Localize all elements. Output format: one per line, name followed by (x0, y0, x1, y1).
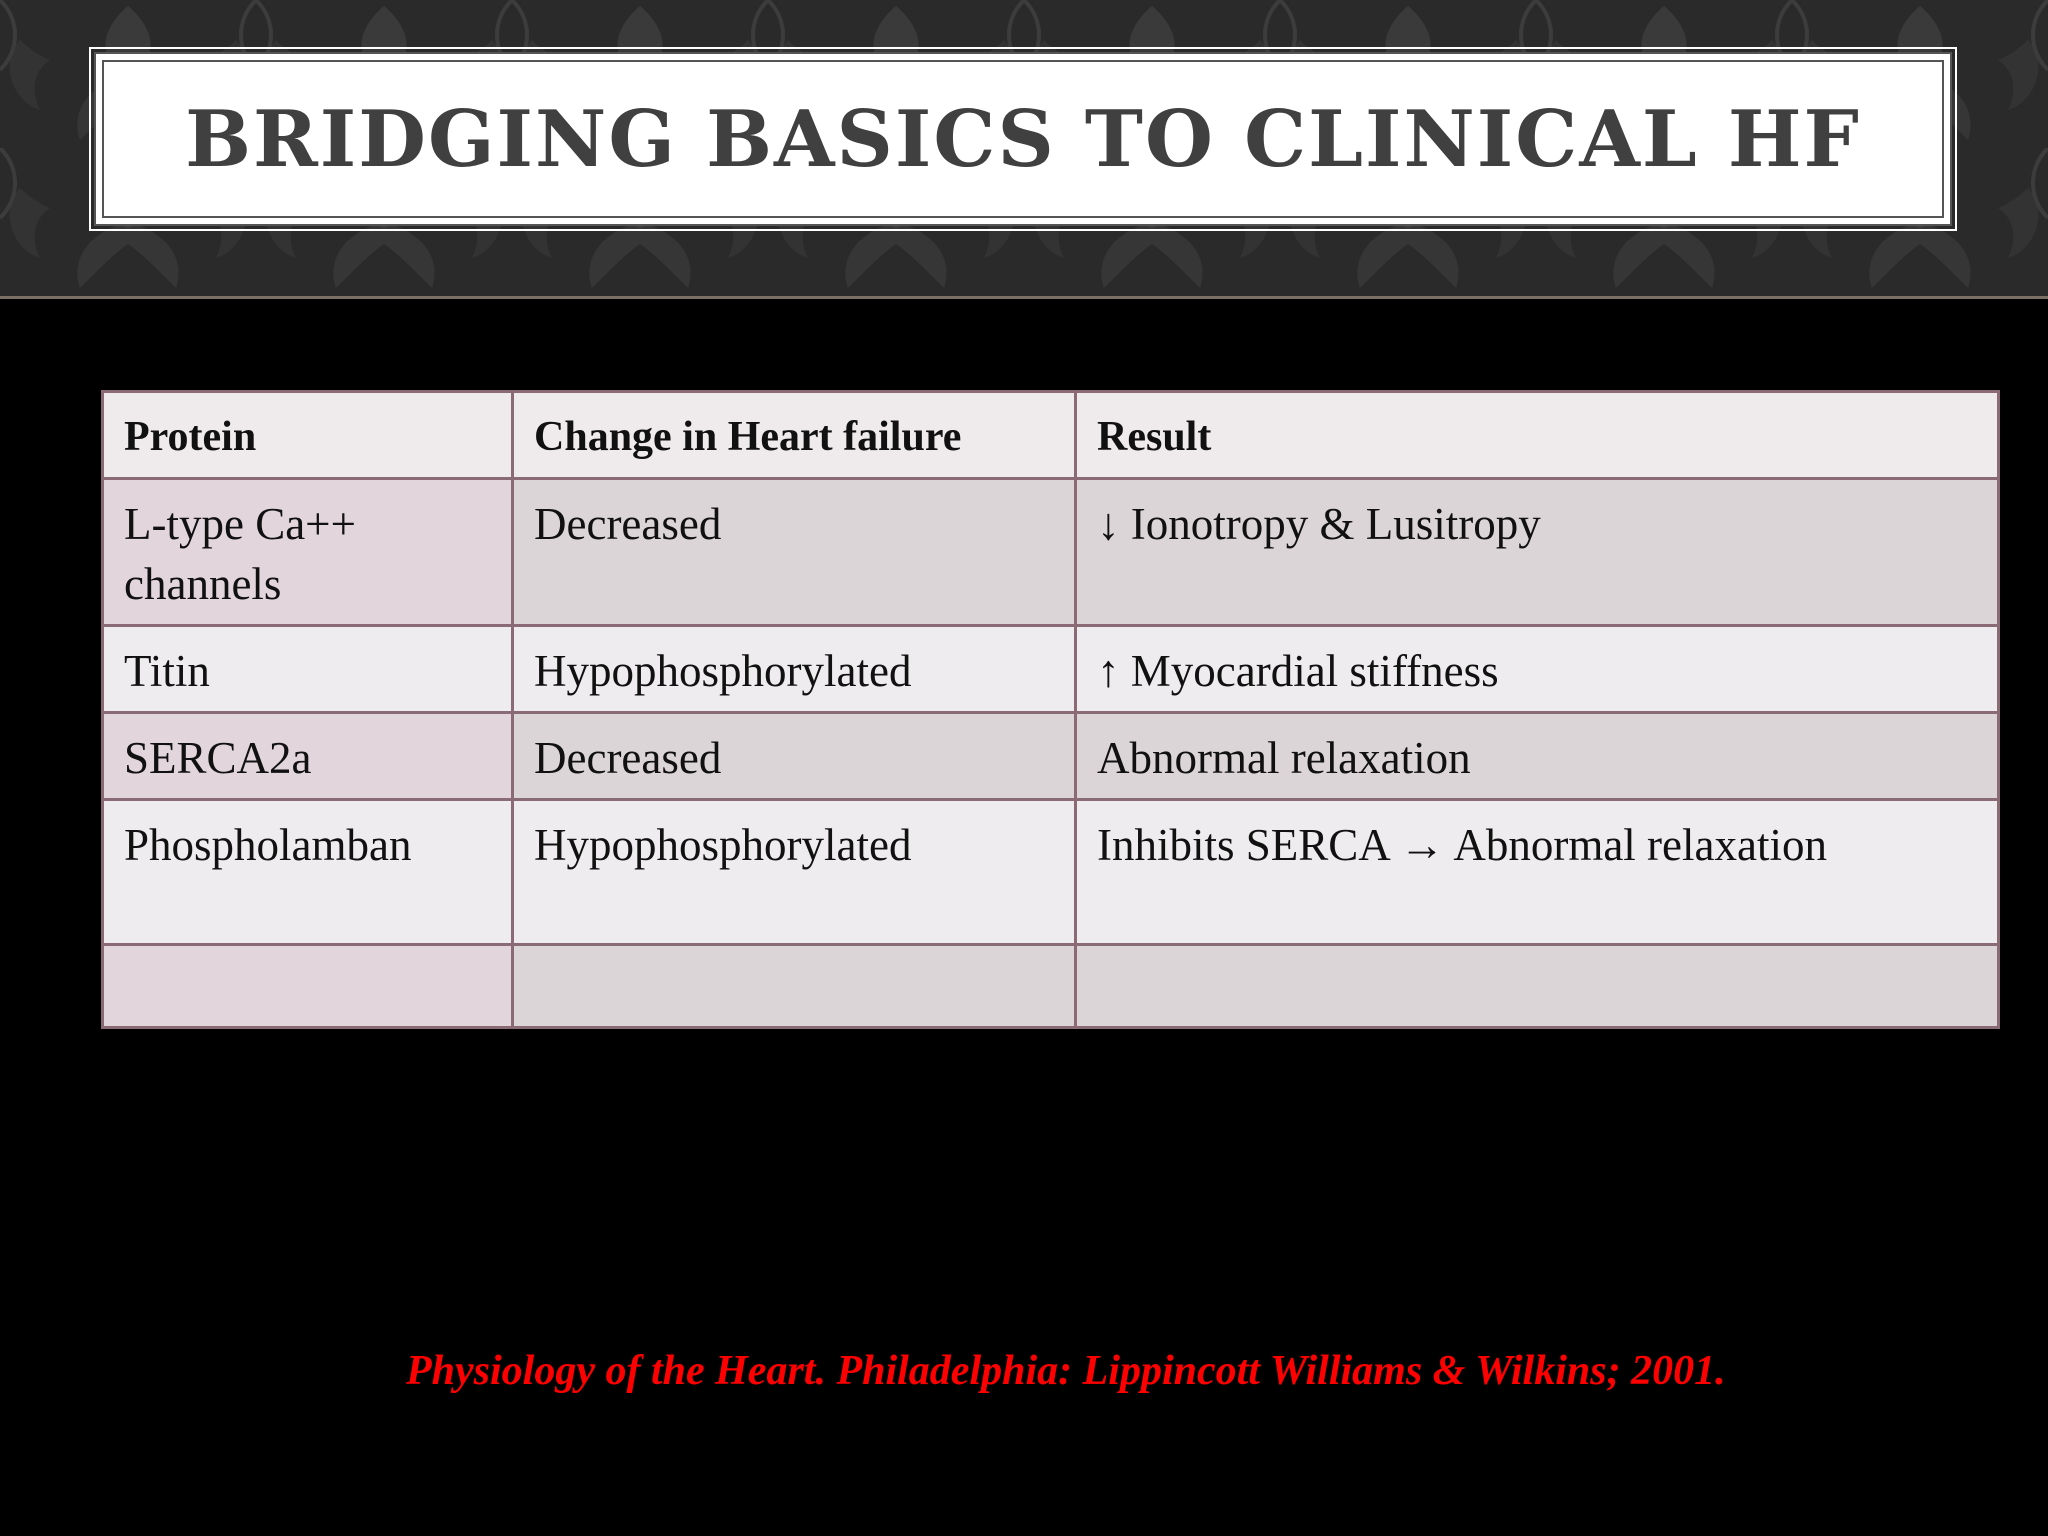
table-row (103, 800, 1999, 945)
cell-result: Abnormal relaxation (1076, 713, 1999, 800)
cell-change: Decreased (513, 479, 1076, 626)
data-table-container (101, 390, 1997, 1029)
table-row (103, 713, 1999, 800)
title-frame-inner (102, 60, 1944, 218)
header-divider (0, 296, 2048, 299)
cell-result: ↑ Myocardial stiffness (1076, 626, 1999, 713)
cell-protein: Phospholamban (103, 800, 513, 945)
slide-title: BRIDGING BASICS TO CLINICAL HF (185, 93, 1861, 185)
cell-protein (103, 945, 513, 1028)
table-row (103, 479, 1999, 626)
header-protein: Protein (103, 392, 513, 479)
citation-reference: Physiology of the Heart. Philadelphia: Lippincott Williams & Wilkins; 2001. (406, 1348, 1726, 1394)
cell-change (513, 945, 1076, 1028)
cell-protein: L-type Ca++ channels (103, 479, 513, 626)
cell-change: Hypophosphorylated (513, 626, 1076, 713)
table-header-row (103, 392, 1999, 479)
protein-changes-table (101, 390, 2000, 1029)
table-row-empty (103, 945, 1999, 1028)
cell-change: Decreased (513, 713, 1076, 800)
header-change: Change in Heart failure (513, 392, 1076, 479)
cell-result (1076, 945, 1999, 1028)
cell-change: Hypophosphorylated (513, 800, 1076, 945)
cell-result: Inhibits SERCA → Abnormal relaxation (1076, 800, 1999, 945)
cell-protein: Titin (103, 626, 513, 713)
cell-result: ↓ Ionotropy & Lusitropy (1076, 479, 1999, 626)
table-row (103, 626, 1999, 713)
header-result: Result (1076, 392, 1999, 479)
cell-protein: SERCA2a (103, 713, 513, 800)
title-frame (94, 52, 1952, 226)
